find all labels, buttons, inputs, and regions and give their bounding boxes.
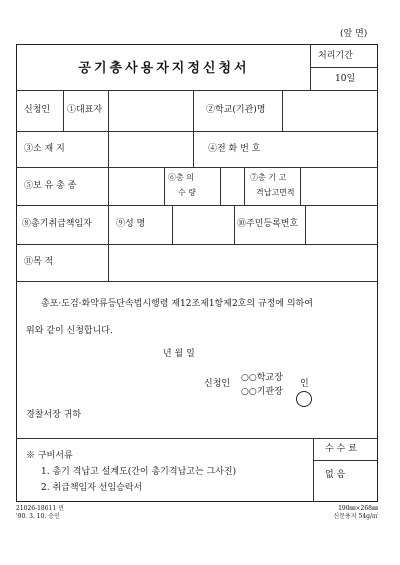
line	[164, 167, 165, 205]
gun-type-label: ⑤보 유 총 종	[24, 181, 77, 191]
fee-label: 수 수 료	[325, 444, 357, 454]
line	[244, 167, 245, 205]
line	[172, 205, 173, 244]
storage-area-label-line2: 격납고면적	[256, 188, 295, 197]
line	[16, 167, 378, 168]
statement-line-1: 총포·도검·화약류등단속법시행령 제12조제1항제2호의 규정에 의하여	[41, 299, 313, 309]
gun-count-label-line1: ⑥총 의	[168, 173, 194, 182]
line	[16, 438, 378, 439]
gun-count-label-line2: 수 량	[178, 188, 196, 197]
line	[193, 90, 194, 167]
storage-area-label-line1: ⑦총 기 고	[250, 173, 287, 182]
location-label: ③소 재 지	[24, 144, 65, 154]
processing-period-label: 처리기간	[318, 51, 353, 61]
approval-date: '90. 3. 10. 승인	[16, 513, 60, 520]
line	[16, 244, 378, 245]
line	[310, 67, 378, 68]
line	[282, 90, 283, 131]
name-label: ⑨성 명	[116, 219, 146, 229]
purpose-label: ⑪목 적	[24, 257, 54, 267]
form-title: 공기총사용자지정신청서	[78, 61, 250, 76]
fee-value: 없 음	[325, 470, 346, 480]
required-doc-item-1: 1. 총기 격납고 설계도(간이 총기격납고는 그사진)	[41, 467, 237, 477]
phone-label: ④전 화 번 호	[208, 144, 261, 154]
paper-spec: 신문용지 54g/㎡	[333, 513, 378, 520]
date-line: 년 월 일	[163, 349, 195, 359]
page-side-label: (앞 면)	[340, 29, 368, 39]
required-docs-header: ※ 구비서류	[26, 451, 73, 461]
signer-school: ○○학교장	[241, 373, 283, 383]
seal-label: 인	[300, 379, 309, 389]
line	[313, 438, 314, 502]
line	[108, 90, 109, 281]
paper-size: 190㎜×268㎜	[338, 505, 378, 512]
line	[16, 205, 378, 206]
applicant-label: 신청인	[24, 105, 51, 115]
form-code: 21026-18611 민	[16, 505, 64, 512]
line	[310, 44, 311, 90]
addressee: 경찰서장 귀하	[26, 410, 82, 420]
line	[16, 90, 378, 91]
line	[305, 205, 306, 244]
statement-line-2: 위와 같이 신청합니다.	[26, 326, 113, 336]
line	[300, 167, 301, 205]
line	[16, 131, 378, 132]
line	[313, 460, 378, 461]
processing-period-value: 10일	[335, 74, 356, 84]
resident-number-label: ⑩주민등록번호	[237, 219, 299, 229]
representative-label: ①대표자	[67, 105, 103, 115]
line	[220, 167, 221, 205]
required-doc-item-2: 2. 취급책임자 선임승락서	[41, 483, 143, 493]
signer-label: 신청인	[204, 379, 231, 389]
line	[63, 90, 64, 131]
manager-label: ⑧총기취급책임자	[22, 219, 92, 229]
line	[234, 205, 235, 244]
seal-circle	[296, 391, 312, 407]
signer-org: ○○기관장	[241, 387, 283, 397]
line	[16, 281, 378, 282]
school-name-label: ②학교(기관)명	[206, 105, 266, 115]
